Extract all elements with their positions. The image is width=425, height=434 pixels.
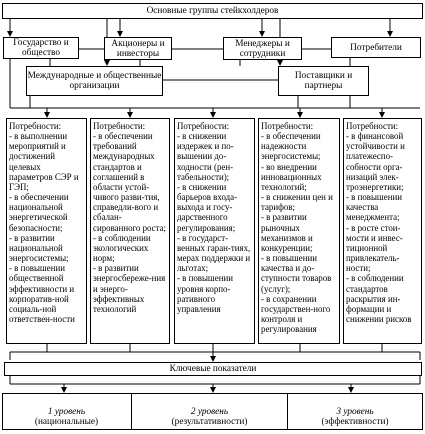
group-consumers-label: Потребители bbox=[350, 42, 402, 53]
group-shareholders bbox=[104, 37, 172, 60]
needs-header: Потребности: bbox=[261, 121, 314, 131]
needs-header: Потребности: bbox=[9, 121, 62, 131]
need-item: - в выполнении мероприятий и достижений целевых параметров СЭР и ГЭП; bbox=[9, 131, 79, 192]
group-state bbox=[3, 37, 79, 59]
need-item: - в развитии энергосбереже-ния и энерго-эффективных технологий bbox=[93, 263, 166, 314]
need-item: - в развитии национальной энергосистемы; bbox=[9, 232, 69, 264]
needs-box-shareholders bbox=[174, 118, 255, 344]
needs-box-state bbox=[6, 118, 87, 344]
group-consumers bbox=[331, 37, 421, 58]
group-international-label: Международные и общественные организации bbox=[27, 71, 162, 91]
need-item: - в обеспечении национальной энергетической безопасности; bbox=[9, 192, 69, 233]
kpi-box bbox=[4, 362, 422, 376]
level-3-number: 3 уровень bbox=[336, 407, 374, 417]
need-item: - в повышении качества менеджмента; bbox=[346, 192, 402, 223]
level-1-number: 1 уровень bbox=[47, 407, 86, 417]
need-item: - в снижении цен и тарифов; bbox=[261, 192, 333, 213]
needs-box-investors bbox=[343, 118, 422, 344]
need-item: - в соблюдении экологических норм; bbox=[93, 232, 151, 264]
needs-box-international bbox=[90, 118, 170, 344]
kpi-label: Ключевые показатели bbox=[169, 364, 257, 374]
need-item: - в обеспечении требований международных стандартов и соглашений в области устой-чивого разви-тия, справедли-вого и сбалан-сированного роста; bbox=[93, 131, 167, 233]
need-item: - в обеспечении надежности энергосистемы; bbox=[261, 131, 321, 162]
stakeholders-title: Основные группы стейкхолдеров bbox=[146, 6, 279, 16]
need-item: - в финансовой устойчивости и платежеспо-собности орга-низаций элек-троэнергетики; bbox=[346, 131, 405, 192]
group-managers bbox=[223, 37, 302, 60]
need-item: - в повышении уровня корпо-ративного управления bbox=[177, 273, 233, 314]
need-item: - в повышении качества и до-ступности товаров (услуг); bbox=[261, 253, 332, 294]
need-item: - в снижении издержек и по-вышении до-ходности (рен-табельности); bbox=[177, 131, 234, 182]
need-item: - в повышении общественной эффективности и корпоратив-ной социаль-ной ответствен-ности bbox=[9, 263, 75, 324]
need-item: - в сохранении государствен-ного контроля и регулирования bbox=[261, 293, 331, 335]
stakeholders-title-box bbox=[2, 3, 423, 19]
level-2-number: 2 уровень bbox=[190, 407, 229, 417]
need-item: - в снижении барьеров входа-выхода и госу-дарственного регулирования; bbox=[177, 181, 238, 233]
level-3 bbox=[288, 407, 422, 427]
needs-header: Потребности: bbox=[346, 121, 399, 131]
level-2 bbox=[132, 407, 287, 427]
needs-header: Потребности: bbox=[177, 121, 230, 131]
need-item: - в соблюдении стандартов раскрытия ин-формации и снижении рисков bbox=[346, 273, 412, 324]
need-item: - в росте стои-мости и инвес-тиционной привлекатель-ности; bbox=[346, 222, 403, 274]
level-1-name: (национальные) bbox=[34, 417, 99, 427]
need-item: - в развитии рыночных механизмов и конкуренции; bbox=[261, 212, 313, 253]
level-2-name: (результативности) bbox=[171, 417, 248, 427]
needs-box-consumers bbox=[258, 118, 340, 344]
group-international bbox=[26, 66, 163, 96]
needs-header: Потребности: bbox=[93, 121, 146, 131]
need-item: - в государст-венных гаран-тиях, мерах поддержки и льготах; bbox=[177, 232, 251, 274]
group-managers-label: Менеджеры и сотрудники bbox=[235, 38, 290, 59]
group-suppliers bbox=[278, 66, 369, 96]
level-1 bbox=[2, 407, 131, 427]
group-suppliers-label: Поставщики и партнеры bbox=[294, 71, 353, 91]
level-3-name: (эффективности) bbox=[321, 417, 389, 427]
group-state-label: Государство и общество bbox=[13, 38, 69, 58]
group-shareholders-label: Акционеры и инвесторы bbox=[111, 38, 165, 59]
need-item: - во внедрении инновационных технологий; bbox=[261, 161, 322, 192]
